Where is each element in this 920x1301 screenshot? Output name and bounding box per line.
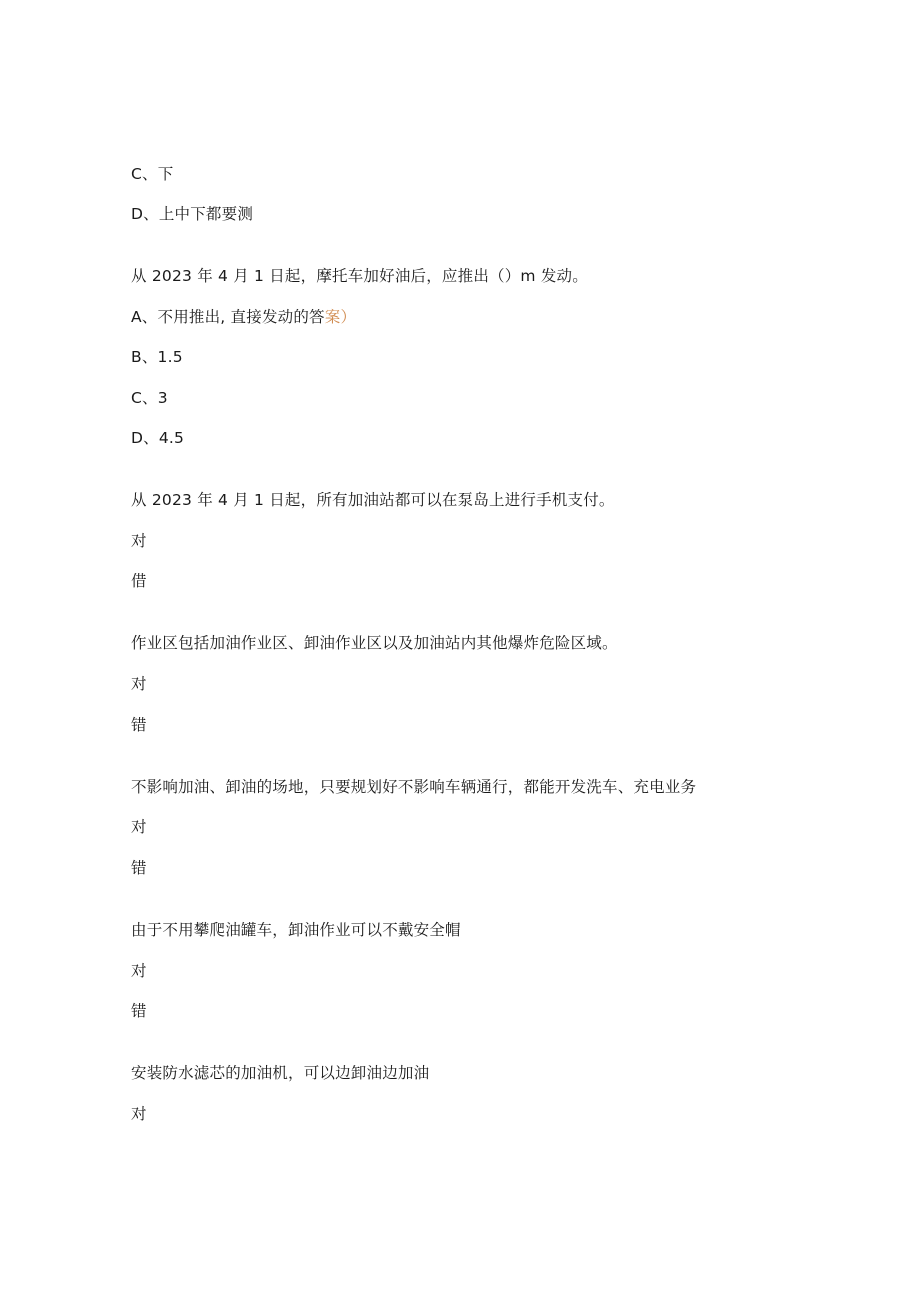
option-d: D、4.5 <box>131 429 185 447</box>
question-text: 从 2023 年 4 月 1 日起，摩托车加好油后，应推出（）m 发动。 <box>131 267 588 285</box>
option-false: 错 <box>131 716 147 734</box>
option-d: D、上中下都要测 <box>131 205 254 223</box>
option-c: C、下 <box>131 165 174 183</box>
question-text: 由于不用攀爬油罐车，卸油作业可以不戴安全帽 <box>131 921 461 939</box>
option-a-highlight: 案） <box>324 308 357 326</box>
option-true: 对 <box>131 1105 147 1123</box>
option-b: B、1.5 <box>131 348 183 366</box>
option-a-text: A、不用推出, 直接发动的答 <box>131 308 325 326</box>
option-a <box>131 307 356 327</box>
question-text: 安装防水滤芯的加油机，可以边卸油边加油 <box>131 1064 430 1082</box>
option-true: 对 <box>131 962 147 980</box>
option-true: 对 <box>131 818 147 836</box>
option-c: C、3 <box>131 389 168 407</box>
option-true: 对 <box>131 675 147 693</box>
question-text: 作业区包括加油作业区、卸油作业区以及加油站内其他爆炸危险区域。 <box>131 634 618 652</box>
question-text: 不影响加油、卸油的场地，只要规划好不影响车辆通行，都能开发洗车、充电业务 <box>131 778 697 796</box>
option-false: 错 <box>131 859 147 877</box>
option-false: 借 <box>131 572 147 590</box>
question-text: 从 2023 年 4 月 1 日起，所有加油站都可以在泵岛上进行手机支付。 <box>131 491 615 509</box>
option-false: 错 <box>131 1002 147 1020</box>
option-true: 对 <box>131 532 147 550</box>
